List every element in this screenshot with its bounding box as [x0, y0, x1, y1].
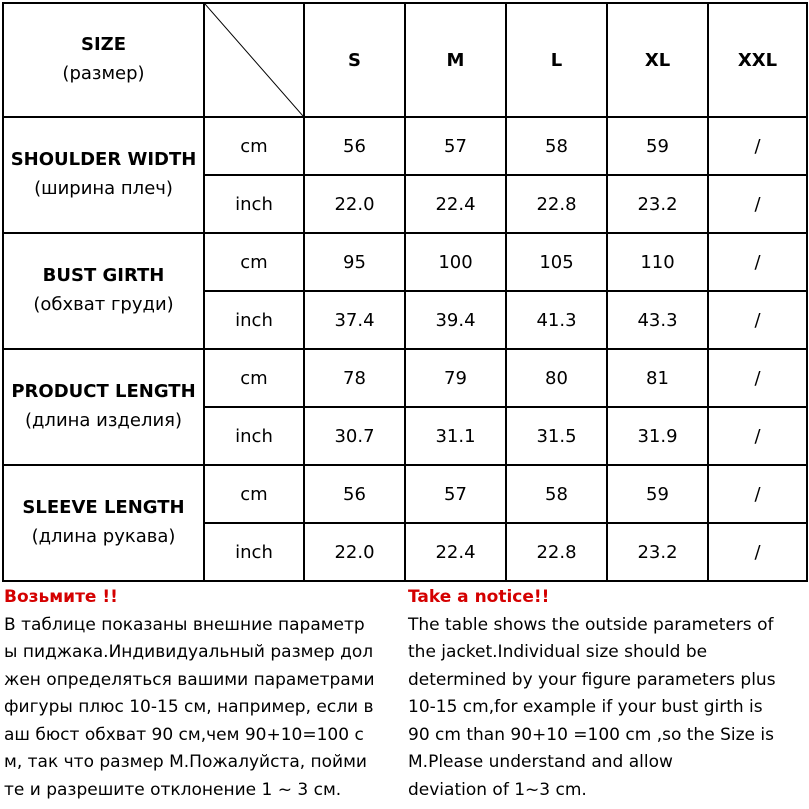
- measurement-title: BUST GIRTH: [42, 265, 165, 287]
- value-cell-xxl: /: [708, 465, 807, 523]
- note-english: [408, 584, 806, 804]
- diagonal-line: [205, 4, 303, 116]
- measurement-title-ru: (обхват груди): [33, 294, 174, 315]
- value-cell-l: 41.3: [506, 291, 607, 349]
- value-cell-xl: 59: [607, 465, 708, 523]
- value-cell-m: 31.1: [405, 407, 506, 465]
- value-cell-m: 22.4: [405, 175, 506, 233]
- value-cell-xl: 43.3: [607, 291, 708, 349]
- note-ru-title: Возьмите !!: [4, 587, 118, 607]
- value-cell-s: 30.7: [304, 407, 405, 465]
- value-cell-xl: 23.2: [607, 523, 708, 581]
- value-cell-l: 31.5: [506, 407, 607, 465]
- value-cell-s: 22.0: [304, 175, 405, 233]
- measurement-title: SLEEVE LENGTH: [22, 497, 185, 519]
- size-header-xl: XL: [607, 3, 708, 117]
- value-cell-s: 22.0: [304, 523, 405, 581]
- value-cell-xxl: /: [708, 233, 807, 291]
- unit-cell: inch: [204, 523, 304, 581]
- size-header-m: M: [405, 3, 506, 117]
- value-cell-xxl: /: [708, 407, 807, 465]
- note-line: the jacket.Individual size should be: [408, 642, 708, 662]
- value-cell-m: 57: [405, 117, 506, 175]
- unit-cell: inch: [204, 407, 304, 465]
- value-cell-m: 100: [405, 233, 506, 291]
- note-line: аш бюст обхват 90 см,чем 90+10=100 с: [4, 724, 364, 745]
- note-line: 10-15 cm,for example if your bust girth is: [408, 697, 763, 717]
- size-header-xxl: XXL: [708, 3, 807, 117]
- table-row: [3, 233, 807, 291]
- measurement-label-cell: [3, 349, 204, 465]
- value-cell-m: 39.4: [405, 291, 506, 349]
- unit-cell: cm: [204, 465, 304, 523]
- note-line: жен определяться вашими параметрами: [4, 669, 375, 690]
- value-cell-xxl: /: [708, 349, 807, 407]
- value-cell-xl: 23.2: [607, 175, 708, 233]
- measurement-label-cell: [3, 117, 204, 233]
- note-line: фигуры плюс 10-15 см, например, если в: [4, 697, 374, 717]
- value-cell-xxl: /: [708, 117, 807, 175]
- measurement-label-cell: [3, 233, 204, 349]
- size-chart-table: [2, 2, 808, 582]
- note-line: M.Please understand and allow: [408, 752, 673, 772]
- note-line: ы пиджака.Индивидуальный размер дол: [4, 642, 374, 662]
- value-cell-m: 79: [405, 349, 506, 407]
- measurement-title-ru: (длина рукава): [31, 526, 176, 547]
- value-cell-xl: 31.9: [607, 407, 708, 465]
- note-en-title: Take a notice!!: [408, 587, 550, 607]
- measurement-title-ru: (длина изделия): [24, 410, 183, 431]
- table-row: [3, 465, 807, 523]
- value-cell-l: 22.8: [506, 523, 607, 581]
- value-cell-l: 105: [506, 233, 607, 291]
- value-cell-xl: 110: [607, 233, 708, 291]
- size-header-s: S: [304, 3, 405, 117]
- value-cell-l: 58: [506, 465, 607, 523]
- size-header-cell: [3, 3, 204, 117]
- size-label: SIZE: [80, 34, 126, 56]
- note-russian: [4, 584, 402, 804]
- note-line: The table shows the outside parameters of: [408, 614, 774, 635]
- note-line: м, так что размер M.Пожалуйста, пойми: [4, 752, 367, 772]
- value-cell-l: 80: [506, 349, 607, 407]
- value-cell-s: 78: [304, 349, 405, 407]
- unit-cell: inch: [204, 291, 304, 349]
- value-cell-s: 56: [304, 117, 405, 175]
- note-line: 90 cm than 90+10 =100 cm ,so the Size is: [408, 724, 774, 745]
- size-label-ru: (размер): [62, 63, 145, 84]
- value-cell-l: 22.8: [506, 175, 607, 233]
- unit-cell: inch: [204, 175, 304, 233]
- unit-cell: cm: [204, 349, 304, 407]
- table-row: [3, 349, 807, 407]
- value-cell-xl: 81: [607, 349, 708, 407]
- unit-cell: cm: [204, 117, 304, 175]
- value-cell-xl: 59: [607, 117, 708, 175]
- unit-cell: cm: [204, 233, 304, 291]
- note-line: deviation of 1~3 cm.: [408, 779, 587, 800]
- size-header-l: L: [506, 3, 607, 117]
- measurement-title: PRODUCT LENGTH: [11, 381, 196, 403]
- value-cell-s: 95: [304, 233, 405, 291]
- value-cell-s: 56: [304, 465, 405, 523]
- value-cell-l: 58: [506, 117, 607, 175]
- measurement-title-ru: (ширина плеч): [34, 178, 173, 199]
- note-line: те и разрешите отклонение 1 ~ 3 см.: [4, 779, 342, 800]
- note-line: В таблице показаны внешние параметр: [4, 614, 365, 635]
- value-cell-xxl: /: [708, 175, 807, 233]
- value-cell-m: 22.4: [405, 523, 506, 581]
- header-row: [3, 3, 807, 117]
- value-cell-xxl: /: [708, 291, 807, 349]
- measurement-title: SHOULDER WIDTH: [10, 149, 197, 171]
- diagonal-corner-cell: [204, 3, 304, 117]
- table-row: [3, 117, 807, 175]
- value-cell-s: 37.4: [304, 291, 405, 349]
- value-cell-xxl: /: [708, 523, 807, 581]
- value-cell-m: 57: [405, 465, 506, 523]
- measurement-label-cell: [3, 465, 204, 581]
- note-line: determined by your figure parameters plus: [408, 669, 776, 690]
